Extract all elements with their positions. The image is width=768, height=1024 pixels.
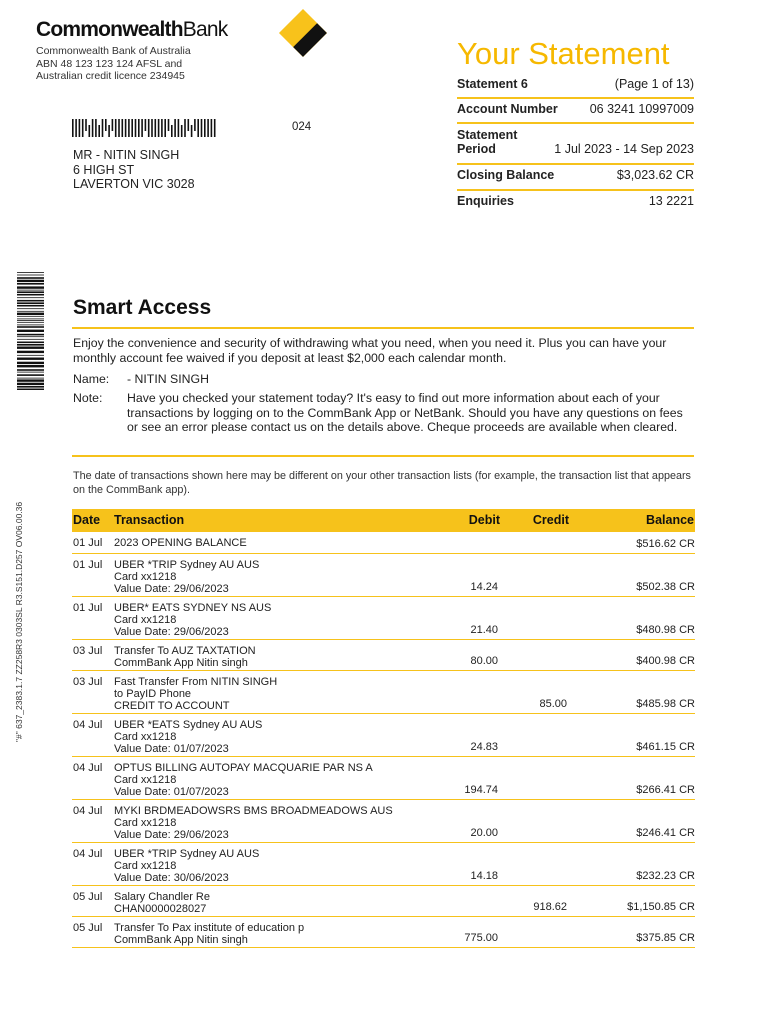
summary-row-statement	[457, 74, 694, 99]
table-row	[72, 800, 695, 843]
txn-description-line: Value Date: 29/06/2023	[114, 583, 229, 595]
note-label: Note:	[73, 391, 103, 405]
summary-label: Statement 6	[457, 77, 528, 91]
txn-description-line: Salary Chandler Re	[114, 891, 210, 903]
txn-debit: 14.18	[470, 870, 498, 882]
txn-debit: 80.00	[470, 655, 498, 667]
side-barcode-icon	[17, 272, 44, 390]
txn-date: 01 Jul	[73, 537, 103, 549]
txn-description	[114, 805, 393, 841]
summary-row-closing-balance	[457, 165, 694, 191]
summary-value: 06 3241 10997009	[589, 102, 694, 116]
txn-credit: 918.62	[533, 901, 567, 913]
txn-description-line: MYKI BRDMEADOWSRS BMS BROADMEADOWS AUS	[114, 805, 393, 817]
table-row	[72, 714, 695, 757]
txn-debit: 194.74	[464, 784, 498, 796]
txn-description-line: Value Date: 29/06/2023	[114, 829, 229, 841]
txn-description-line: Transfer To Pax institute of education p	[114, 922, 305, 934]
txn-description	[114, 848, 259, 884]
account-title: Smart Access	[73, 296, 212, 319]
txn-description-line: Card xx1218	[114, 614, 177, 626]
table-row	[72, 640, 695, 671]
table-row	[72, 917, 695, 948]
bank-details	[36, 45, 191, 83]
txn-date: 04 Jul	[73, 805, 103, 817]
txn-description-line: Value Date: 01/07/2023	[114, 743, 229, 755]
table-row	[72, 843, 695, 886]
table-row	[72, 671, 695, 714]
summary-label: Enquiries	[457, 194, 514, 208]
txn-balance: $480.98 CR	[636, 624, 695, 636]
bank-diamond-icon	[279, 9, 327, 57]
txn-date: 03 Jul	[73, 676, 103, 688]
postal-barcode-icon	[72, 119, 216, 137]
summary-value: 13 2221	[648, 194, 694, 208]
txn-description-line: UBER* EATS SYDNEY NS AUS	[114, 602, 272, 614]
txn-description-line: OPTUS BILLING AUTOPAY MACQUARIE PAR NS A	[114, 762, 373, 774]
txn-description-line: to PayID Phone	[114, 688, 192, 700]
txn-description-line: 2023 OPENING BALANCE	[114, 537, 247, 549]
txn-description-line: CommBank App Nitin singh	[114, 657, 248, 669]
table-header	[72, 509, 695, 532]
header-date: Date	[73, 513, 101, 527]
txn-balance: $400.98 CR	[636, 655, 695, 667]
side-print-code: "#" 637_2383.1.7 ZZ258R3 0303SL R3.S151.D257 OV06.00.36	[14, 501, 24, 742]
txn-description-line: CHAN0000028027	[114, 903, 207, 915]
txn-description-line: UBER *TRIP Sydney AU AUS	[114, 848, 260, 860]
table-row	[72, 757, 695, 800]
header-credit: Credit	[532, 513, 569, 527]
txn-description	[114, 559, 259, 595]
name-label: Name:	[73, 372, 110, 386]
txn-balance: $375.85 CR	[636, 932, 695, 944]
txn-date: 01 Jul	[73, 559, 103, 571]
note-row	[73, 391, 695, 451]
txn-description	[114, 537, 247, 549]
transaction-disclaimer: The date of transactions shown here may be different on your other transaction lists (for example, the transaction list that appears on the CommBank app).	[73, 470, 691, 496]
txn-debit: 775.00	[464, 932, 498, 944]
summary-value: 1 Jul 2023 - 14 Sep 2023	[554, 142, 694, 156]
name-value: - NITIN SINGH	[127, 372, 209, 386]
txn-balance: $516.62 CR	[636, 538, 695, 550]
account-intro: Enjoy the convenience and security of withdrawing what you need, when you need it. Plus you can have your monthly account fee waived if you deposit at least $2,000 each calendar month.	[73, 336, 667, 365]
txn-date: 01 Jul	[73, 602, 103, 614]
table-row	[72, 597, 695, 640]
txn-description-line: Card xx1218	[114, 731, 177, 743]
route-code: 024	[292, 121, 312, 133]
header-debit: Debit	[468, 513, 500, 527]
bank-line: Australian credit licence 234945	[36, 70, 185, 82]
summary-label: Account Number	[457, 102, 558, 116]
txn-description	[114, 602, 271, 638]
name-row	[73, 372, 695, 387]
txn-description	[114, 922, 304, 946]
table-row	[72, 886, 695, 917]
txn-debit: 24.83	[470, 741, 498, 753]
table-row	[72, 554, 695, 597]
header-balance: Balance	[646, 513, 694, 527]
txn-date: 04 Jul	[73, 762, 103, 774]
txn-description	[114, 676, 277, 712]
summary-label: Statement Period	[457, 128, 518, 156]
txn-balance: $232.23 CR	[636, 870, 695, 882]
txn-description-line: Value Date: 01/07/2023	[114, 786, 229, 798]
transaction-list	[72, 532, 695, 948]
summary-label: Closing Balance	[457, 168, 555, 182]
note-value: Have you checked your statement today? It's easy to find out more information about each of your transactions by logging on to the CommBank App or NetBank. Should you have any questions on fees or see an error please contact us on the details above. Cheque proceeds are available when cleared.	[127, 391, 683, 434]
txn-balance: $502.38 CR	[636, 581, 695, 593]
txn-balance: $246.41 CR	[636, 827, 695, 839]
txn-balance: $266.41 CR	[636, 784, 695, 796]
header-transaction: Transaction	[114, 513, 185, 527]
txn-description-line: Card xx1218	[114, 817, 177, 829]
txn-description	[114, 891, 210, 915]
txn-description-line: Card xx1218	[114, 774, 177, 786]
txn-description-line: Fast Transfer From NITIN SINGH	[114, 676, 278, 688]
summary-value: $3,023.62 CR	[616, 168, 694, 182]
address-line: MR - NITIN SINGH	[73, 148, 180, 162]
txn-date: 03 Jul	[73, 645, 103, 657]
bank-line: Commonwealth Bank of Australia	[36, 45, 191, 57]
summary-value: (Page 1 of 13)	[614, 77, 694, 91]
divider	[72, 455, 694, 457]
txn-description-line: CREDIT TO ACCOUNT	[114, 700, 230, 712]
txn-balance: $461.15 CR	[636, 741, 695, 753]
table-row	[72, 532, 695, 554]
txn-date: 05 Jul	[73, 891, 103, 903]
txn-debit: 14.24	[470, 581, 498, 593]
statement-title: Your Statement	[457, 36, 670, 71]
address-line: LAVERTON VIC 3028	[73, 177, 195, 191]
txn-description	[114, 762, 373, 798]
txn-description	[114, 719, 262, 755]
txn-date: 04 Jul	[73, 719, 103, 731]
divider	[72, 327, 694, 329]
summary-row-account-number	[457, 99, 694, 124]
bank-logo	[36, 18, 227, 42]
bank-line: ABN 48 123 123 124 AFSL and	[36, 57, 183, 70]
address-line: 6 HIGH ST	[73, 162, 135, 177]
txn-credit: 85.00	[539, 698, 567, 710]
bank-logo-text: CommonwealthBank	[36, 18, 228, 41]
txn-description-line: Card xx1218	[114, 860, 177, 872]
mailing-address	[73, 148, 195, 192]
txn-description-line: CommBank App Nitin singh	[114, 934, 248, 946]
txn-description-line: UBER *TRIP Sydney AU AUS	[114, 559, 260, 571]
txn-date: 05 Jul	[73, 922, 103, 934]
txn-debit: 20.00	[470, 827, 498, 839]
summary-row-enquiries	[457, 191, 694, 216]
txn-debit: 21.40	[470, 624, 498, 636]
txn-balance: $1,150.85 CR	[627, 901, 695, 913]
txn-balance: $485.98 CR	[636, 698, 695, 710]
txn-description-line: UBER *EATS Sydney AU AUS	[114, 719, 263, 731]
txn-description-line: Value Date: 29/06/2023	[114, 626, 229, 638]
txn-description-line: Card xx1218	[114, 571, 177, 583]
txn-description-line: Value Date: 30/06/2023	[114, 872, 229, 884]
summary-row-period	[457, 124, 694, 165]
txn-description-line: Transfer To AUZ TAXTATION	[114, 645, 256, 657]
txn-date: 04 Jul	[73, 848, 103, 860]
txn-description	[114, 645, 256, 669]
